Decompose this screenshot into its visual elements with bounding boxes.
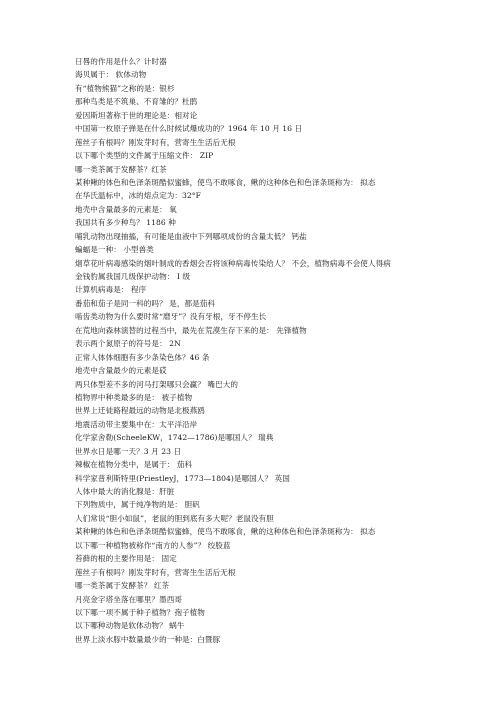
text-line: 以下哪一项不属于种子植物？孢子植物 (75, 607, 205, 617)
document-body (75, 55, 480, 646)
text-line: 世界上淡水豚中数量最少的一种是：白暨豚 (75, 634, 221, 644)
text-line: 以下哪一种植物被称作“南方的人参”？ 绞股蓝 (75, 540, 231, 550)
text-line: 某种鳅的体色和色泽条斑酷似蜜蜂，使鸟不敢啄食，鳅的这种体色和色泽条斑称为： 拟态 (75, 177, 376, 187)
text-line: 中国第一枚原子弹是在什么时候试爆成功的？1964 年 10 月 16 日 (75, 124, 303, 134)
text-line: 海贝属于： 软体动物 (75, 70, 147, 80)
text-line: 以下哪种动物是软体动物？ 蜗牛 (75, 621, 185, 631)
text-line: 月亮金字塔坐落在哪里？墨西哥 (75, 594, 183, 604)
text-line: 苔藓的根的主要作用是： 固定 (75, 554, 177, 564)
text-line: 日晷的作用是什么？计时器 (75, 57, 167, 66)
text-line: 蝙蝠是一种： 小型兽类 (75, 245, 154, 255)
text-line: 啮齿类动物为什么要时常“磨牙”？没有牙根，牙不停生长 (75, 312, 267, 322)
text-line: 地壳中含量最多的元素是： 氧 (75, 204, 177, 214)
text-line: 计算机病毒是： 程序 (75, 285, 147, 295)
text-line: 两只体型差不多的河马打架哪只会赢？ 嘴巴大的 (75, 379, 238, 389)
text-line: 我国共有多少种鸟？ 1186 种 (75, 218, 176, 228)
text-line: 哺乳动物出现抽搐，有可能是血液中下列哪项成份的含量太低？ 钙盐 (75, 231, 307, 241)
text-line: 地壳中含量最少的元素是砹 (75, 366, 167, 376)
text-line: 在荒地向森林演替的过程当中，最先在荒漠生存下来的是： 先锋植物 (75, 325, 307, 335)
text-line: 表示两个氮原子的符号是： 2N (75, 339, 181, 349)
text-line: 在华氏温标中，冰的熔点定为：32°F (75, 191, 201, 201)
text-line: 植物界中种类最多的是： 被子植物 (75, 392, 193, 402)
text-line: 科学家普利斯特里(PriestleyJ，1773—1804)是哪国人？ 英国 (75, 473, 290, 483)
text-line: 哪一类茶属于发酵茶？红茶 (75, 164, 167, 174)
text-line: 莲丝子有根吗？刚发芽时有，营寄生生活后无根 (75, 137, 236, 147)
text-line: 以下哪个类型的文件属于压缩文件： ZIP (75, 151, 214, 161)
text-line: 人们常说“胆小如鼠”，老鼠的胆到底有多大呢？老鼠没有胆 (75, 513, 274, 523)
text-line: 下列物质中，属于纯净物的是： 胆矾 (75, 500, 200, 510)
text-line: 莲丝子有根吗？刚发芽时有，营寄生生活后无根 (75, 567, 236, 577)
text-line: 烟草花叶病毒感染的烟叶制成的香烟会否将该种病毒传染给人？ 不会，植物病毒不会使人得病 (75, 258, 391, 268)
text-line: 正常人体体细胞有多少条染色体？46 条 (75, 352, 210, 362)
text-line: 地震活动带主要集中在：太平洋沿岸 (75, 419, 198, 429)
text-line: 那种鸟类是不筑巢、不育雏的？杜鹃 (75, 97, 198, 107)
text-line: 世界上迁徒路程最远的动物是北极燕鸥 (75, 406, 205, 416)
text-line: 金钱豹属我国几级保护动物： I 级 (75, 272, 190, 281)
text-line: 世界水日是哪一天？3 月 23 日 (75, 446, 182, 456)
text-line: 化学家舍勒(ScheeleKW，1742—1786)是哪国人？ 瑞典 (75, 433, 274, 443)
text-line: 辣椒在植物分类中，是属于： 茄科 (75, 460, 193, 470)
text-line: 哪一类茶属于发酵茶？ 红茶 (75, 581, 170, 591)
text-line: 番茄和茄子是同一科的吗？ 是，都是茄科 (75, 298, 216, 308)
text-line: 有“植物熊猫”之称的是：银杉 (75, 83, 175, 93)
text-line: 某种鳅的体色和色泽条斑酷似蜜蜂，使鸟不敢啄食，鳅的这种体色和色泽条斑称为： 拟态 (75, 527, 376, 537)
text-line: 爱因斯坦著称于世的理论是：相对论 (75, 110, 198, 120)
text-line: 人体中最大的消化腺是：肝脏 (75, 487, 175, 496)
